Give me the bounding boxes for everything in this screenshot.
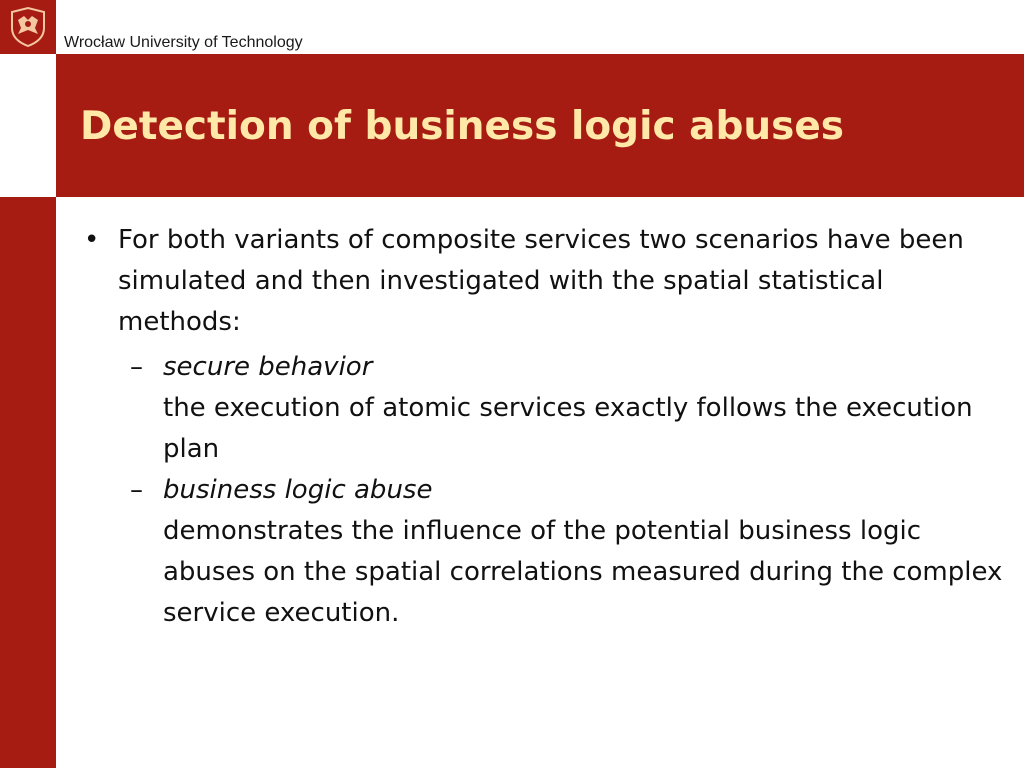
sub-item-label: secure behavior (163, 352, 373, 382)
sub-marker: – (130, 475, 143, 505)
slide-title: Detection of business logic abuses (80, 104, 845, 149)
sub-item-description: demonstrates the influence of the potential business logic abuses on the spatial correlations measured during the complex service execution. (163, 516, 1003, 628)
sub-item-label: business logic abuse (163, 475, 433, 505)
bullet-item (84, 220, 1004, 343)
bullet-marker: • (84, 225, 100, 255)
bullet-text: For both variants of composite services two scenarios have been simulated and then investigated with the spatial statistical methods: (118, 225, 964, 337)
sub-item-secure-behavior (84, 347, 1004, 470)
university-name: Wrocław University of Technology (64, 34, 303, 51)
sub-item-description: the execution of atomic services exactly follows the execution plan (163, 393, 973, 464)
sub-item-business-logic-abuse (84, 470, 1004, 634)
eagle-crest-icon (8, 6, 48, 48)
university-logo (0, 0, 56, 54)
sub-marker: – (130, 352, 143, 382)
left-white-block (0, 54, 56, 197)
slide-content (84, 220, 1004, 634)
